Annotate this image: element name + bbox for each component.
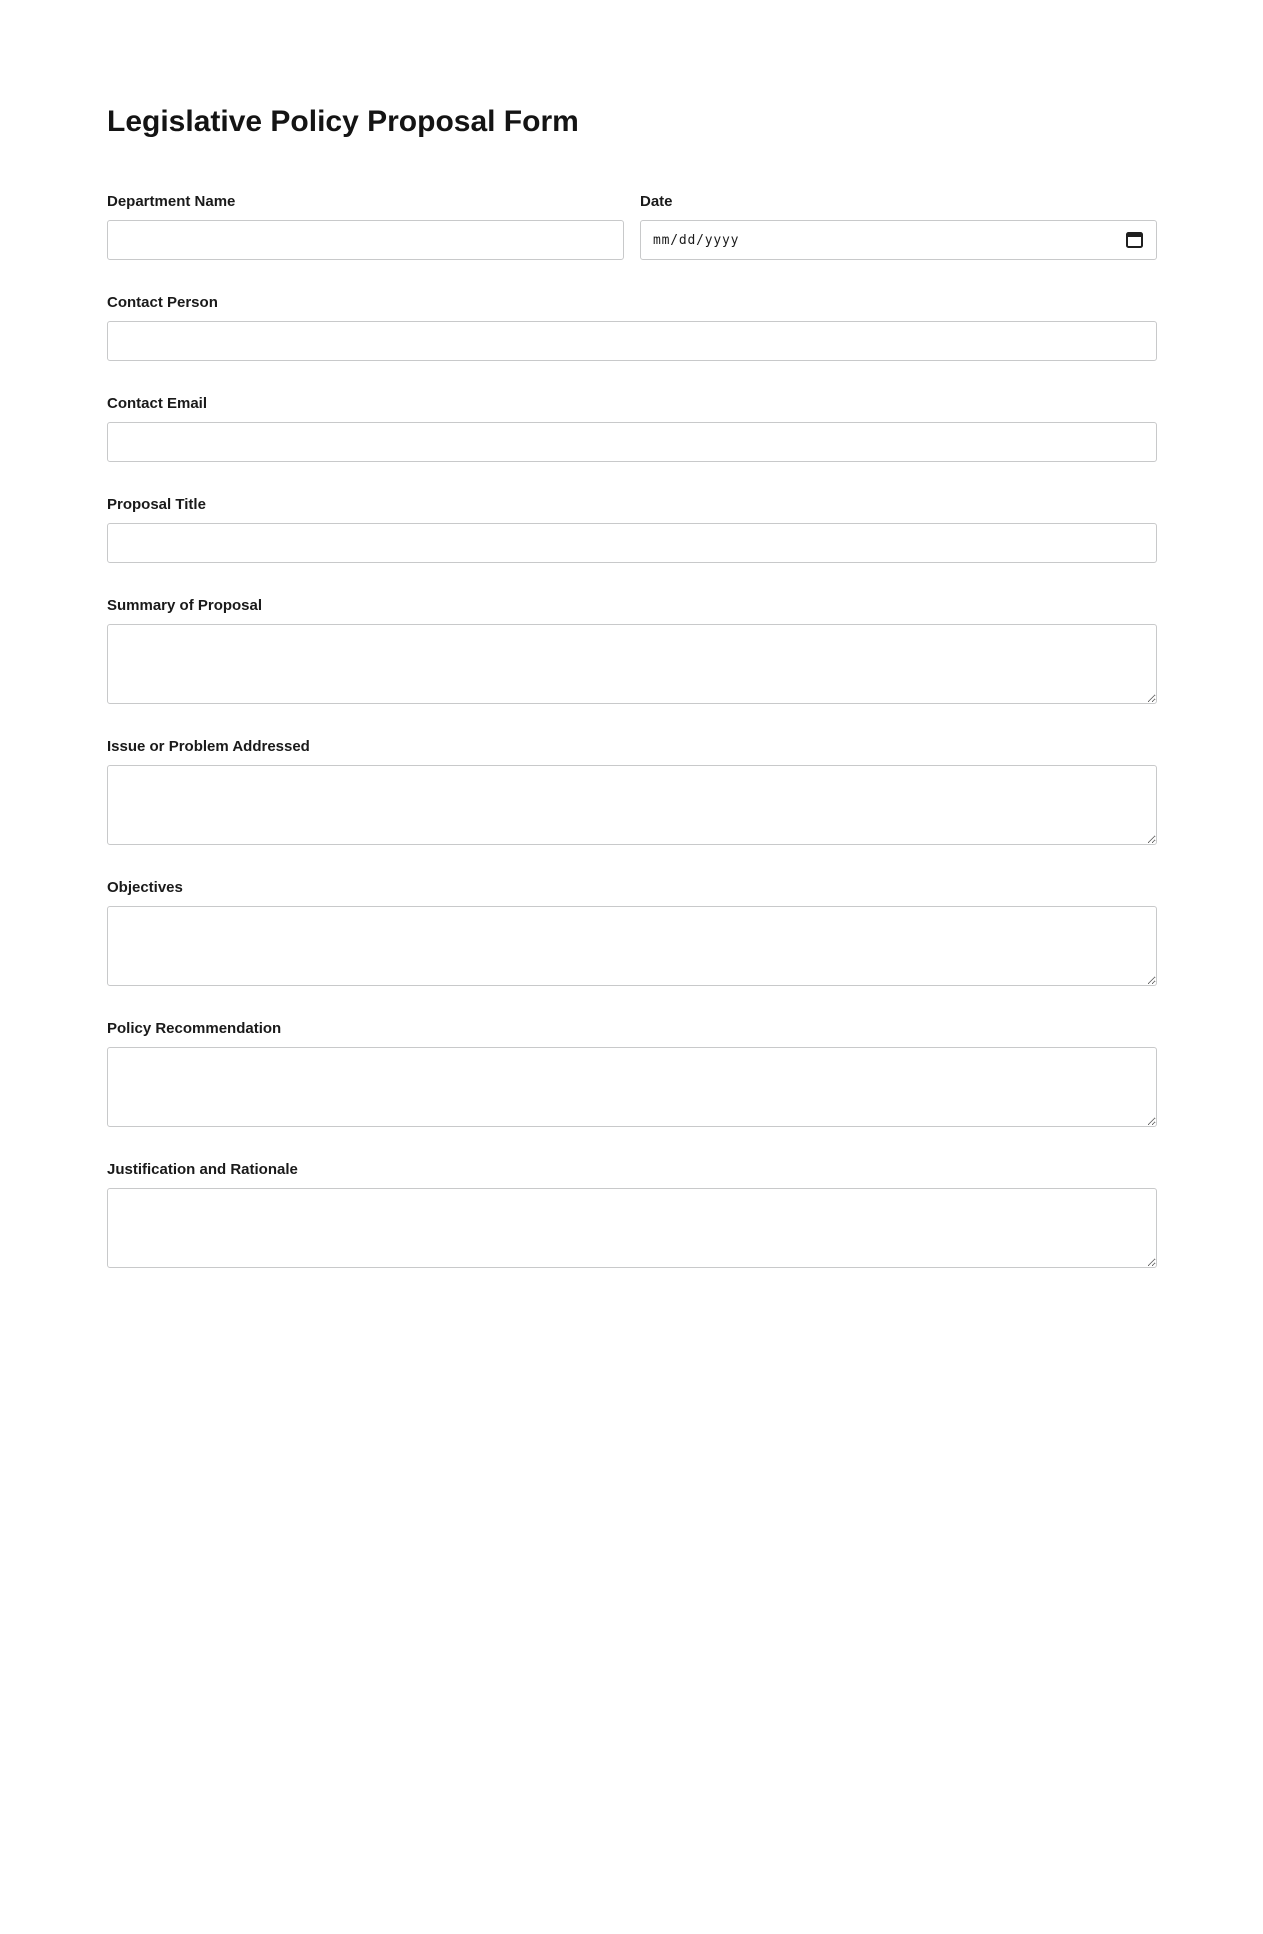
- objectives-field-group: [107, 878, 1157, 986]
- contact-email-label: Contact Email: [107, 395, 208, 412]
- summary-of-proposal-textarea[interactable]: [107, 624, 1157, 704]
- department-name-label: Department Name: [107, 193, 236, 210]
- objectives-label: Objectives: [107, 879, 183, 896]
- justification-rationale-textarea[interactable]: [107, 1188, 1157, 1268]
- calendar-icon[interactable]: [1126, 232, 1143, 248]
- contact-email-field-group: [107, 394, 1157, 462]
- form-container: [107, 0, 1157, 1268]
- department-name-input[interactable]: [107, 220, 624, 260]
- justification-rationale-label: Justification and Rationale: [107, 1161, 298, 1178]
- department-date-row: [107, 192, 1157, 260]
- issue-or-problem-field-group: [107, 737, 1157, 845]
- issue-or-problem-textarea[interactable]: [107, 765, 1157, 845]
- issue-or-problem-label: Issue or Problem Addressed: [107, 738, 310, 755]
- proposal-title-label: Proposal Title: [107, 496, 206, 513]
- summary-of-proposal-field-group: [107, 596, 1157, 704]
- objectives-textarea[interactable]: [107, 906, 1157, 986]
- date-input[interactable]: [640, 220, 1157, 260]
- proposal-title-field-group: [107, 495, 1157, 563]
- contact-email-input[interactable]: [107, 422, 1157, 462]
- contact-person-label: Contact Person: [107, 294, 218, 311]
- contact-person-input[interactable]: [107, 321, 1157, 361]
- date-label: Date: [640, 193, 673, 210]
- proposal-title-input[interactable]: [107, 523, 1157, 563]
- justification-rationale-field-group: [107, 1160, 1157, 1268]
- contact-person-field-group: [107, 293, 1157, 361]
- page-title: Legislative Policy Proposal Form: [107, 105, 579, 138]
- date-placeholder: mm/dd/yyyy: [653, 232, 740, 248]
- summary-of-proposal-label: Summary of Proposal: [107, 597, 263, 614]
- policy-recommendation-label: Policy Recommendation: [107, 1020, 282, 1037]
- policy-recommendation-textarea[interactable]: [107, 1047, 1157, 1127]
- date-field-group: [640, 192, 1157, 260]
- policy-recommendation-field-group: [107, 1019, 1157, 1127]
- department-name-field-group: [107, 192, 624, 260]
